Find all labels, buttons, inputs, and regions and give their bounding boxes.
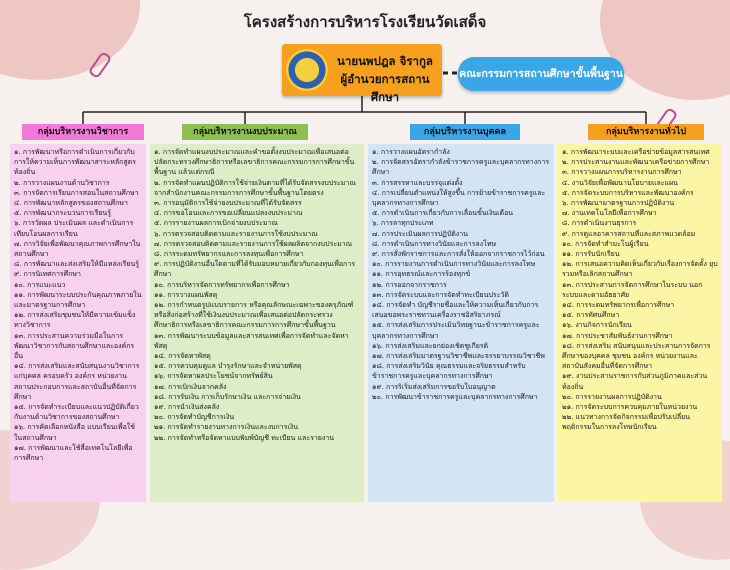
task-item: ๑๘. การรับเงิน การเก็บรักษาเงิน และการจ่ายเงิน [154,392,301,401]
task-item: ๒๐. การรายงานผลการปฏิบัติงาน [562,392,662,401]
group-box-budget [150,144,364,502]
task-item: ๑๑. การรับนักเรียน [562,250,620,259]
task-item: ๑๔. การระดมทรัพยากรเพื่อการศึกษา [562,301,675,310]
group-header-budget: กลุ่มบริหารงานงบประมาณ [182,124,308,140]
task-item: ๘. การพัฒนาและส่งเสริมให้มีแหล่งเรียนรู้ [14,260,140,269]
school-logo-icon [286,49,328,91]
budget-task-list [154,147,360,443]
task-item: ๑๓. การประสานการจัดการศึกษาในระบบ นอกระบบและตามอัธยาศัย [562,280,703,299]
task-item: ๑๗. การพัฒนาและใช้สื่อเทคโนโลยีเพื่อการศึกษา [14,443,133,463]
task-item: ๑๕. การจัดทำระเบียบและแนวปฏิบัติเกี่ยวกับงานด้านวิชาการของสถานศึกษา [14,403,139,422]
task-item: ๑๒. การออกจากราชการ [372,280,447,289]
task-item: ๑๗. การส่งเสริมมาตรฐานวิชาชีพและจรรยาบรรณวิชาชีพ [372,352,545,361]
task-item: ๑๐. การบริหารจัดการทรัพยากรเพื่อการศึกษา [154,280,290,289]
task-item: ๑๓. การประสานความร่วมมือในการพัฒนาวิชาการกับสถานศึกษาและองค์กรอื่น [14,331,135,361]
task-item: ๙. การปฏิบัติงานอื่นใดตามที่ได้รับมอบหมายเกี่ยวกับกองทุนเพื่อการศึกษา [154,260,355,279]
task-item: ๑๖. งานกิจการนักเรียน [562,321,632,330]
task-item: ๒๒. การจัดทำหรือจัดหาแบบพิมพ์บัญชี ทะเบียน และรายงาน [154,433,335,442]
task-item: ๒๒. แนวทางการจัดกิจกรรมเพื่อปรับเปลี่ยนพฤติกรรมในการลงโทษนักเรียน [562,413,691,432]
task-item: ๑๖. การส่งเสริมและยกย่องเชิดชูเกียรติ [372,341,489,350]
task-item: ๗. งานเทคโนโลยีเพื่อการศึกษา [562,209,657,218]
task-item: ๕. การรายงานผลการเบิกจ่ายงบประมาณ [154,219,278,228]
task-item: ๔. การเปลี่ยนตำแหน่งให้สูงขึ้น การย้ายข้าราชการครูและบุคลากรทางการศึกษา [372,188,546,208]
task-item: ๖. การตรวจสอบติดตามและรายงานการใช้งบประมาณ [154,229,318,238]
task-item: ๑๑. การอุทธรณ์และการร้องทุกข์ [372,270,471,279]
task-item: ๑๘. การส่งเสริม สนับสนุนและประสานการจัดการศึกษาของบุคคล ชุมชน องค์กร หน่วยงานและสถาบันสังคมอื่นที่จัดการศึกษา [562,341,711,371]
task-item: ๑๐. การรายงานการดำเนินการทางวินัยและการลงโทษ [372,260,536,269]
task-item: ๑๗. การประชาสัมพันธ์งานการศึกษา [562,331,673,340]
task-item: ๕. การจัดระบบการบริหารและพัฒนาองค์กร [562,188,694,197]
task-item: ๑๔. การส่งเสริมและสนับสนุนงานวิชาการแก่บุคคล ครอบครัว องค์กร หน่วยงาน สถานประกอบการและสถาบันอื่นที่จัดการศึกษา [14,362,140,401]
task-item: ๔. การขอโอนและการขอเปลี่ยนแปลงงบประมาณ [154,209,303,218]
task-item: ๔. การพัฒนาหลักสูตรของสถานศึกษา [14,199,128,208]
task-item: ๑๔. การจัดหาพัสดุ [154,352,211,361]
task-item: ๒. การประสานงานและพัฒนาเครือข่ายการศึกษา [562,158,710,167]
academic-task-list [14,147,142,463]
task-item: ๒๐. การจัดทำบัญชีการเงิน [154,413,235,422]
task-item: ๓. การอนุมัติการใช้จ่ายงบประมาณที่ได้รับจัดสรร [154,199,302,208]
task-item: ๓. การจัดการเรียนการสอนในสถานศึกษา [14,188,139,197]
task-item: ๑๗. การเบิกเงินจากคลัง [154,382,227,391]
task-item: ๒. การจัดสรรอัตรากำลังข้าราชการครูและบุคลากรทางการศึกษา [372,158,550,177]
task-item: ๗. การประเมินผลการปฏิบัติงาน [372,229,468,238]
task-item: ๑๐. การจัดทำสำมะโนผู้เรียน [562,239,649,248]
director-box [282,44,442,104]
task-item: ๑๑. การพัฒนาระบบประกันคุณภาพภายในและมาตรฐานการศึกษา [14,290,142,310]
task-item: ๙. การนิเทศการศึกษา [14,270,81,279]
group-header-academic: กลุ่มบริหารงานวิชาการ [22,124,144,140]
task-item: ๑. การวางแผนอัตรากำลัง [372,148,450,156]
task-item: ๙. การสั่งพักราชการและการสั่งให้ออกจากราชการไว้ก่อน [372,250,545,259]
task-item: ๑๙. การนำเงินส่งคลัง [154,403,220,412]
task-item: ๒. การจัดทำแผนปฏิบัติการใช้จ่ายเงินตามที่ได้รับจัดสรรงบประมาณจากสำนักงานคณะกรรมการการศึกษาขั้นพื้นฐานโดยตรง [154,178,356,197]
task-item: ๑๒. การกำหนดรูปแบบรายการ หรือคุณลักษณะเฉพาะของครุภัณฑ์ หรือสิ่งก่อสร้างที่ใช้เงินงบประมาณเพื่อเสนอต่อปลัดกระทรวงศึกษาธิการหรือเลขาธิการคณะกรรมการการศึกษาขั้นพื้นฐาน [154,301,354,330]
personnel-task-list [372,147,550,402]
group-box-general [558,144,722,502]
task-item: ๔. งานวิจัยเพื่อพัฒนานโยบายและแผน [562,178,678,187]
task-item: ๑. การพัฒนาหรือการดำเนินการเกี่ยวกับการให้ความเห็นการพัฒนาสาระหลักสูตรท้องถิ่น [14,148,136,177]
task-item: ๑๕. การควบคุมดูแล บำรุงรักษาและจำหน่ายพัสดุ [154,362,302,371]
group-header-general: กลุ่มบริหารงานทั่วไป [588,124,704,140]
group-box-academic [10,144,146,502]
general-task-list [562,147,718,433]
task-item: ๑๙. การริเริ่มส่งเสริมการขอรับใบอนุญาต [372,382,496,391]
task-item: ๑๖. การจัดหาผลประโยชน์จากทรัพย์สิน [154,372,273,381]
task-item: ๗. การวิจัยเพื่อพัฒนาคุณภาพการศึกษาในสถานศึกษา [14,239,141,259]
group-header-personnel: กลุ่มบริหารงานบุคคล [410,124,520,140]
task-item: ๓. การสรรหาและบรรจุแต่งตั้ง [372,178,463,187]
task-item: ๑๐. การแนะแนว [14,280,66,289]
task-item: ๑๕. การทัศนศึกษา [562,311,620,320]
task-item: ๑๒. การเสนอความคิดเห็นเกี่ยวกับเรื่องการจัดตั้ง ยุบ รวมหรือเลิกสถานศึกษา [562,260,718,279]
task-item: ๒. การวางแผนงานด้านวิชาการ [14,178,110,187]
task-item: ๕. การพัฒนากระบวนการเรียนรู้ [14,209,111,218]
task-item: ๑๕. การส่งเสริมการประเมินวิทยฐานะข้าราชการครูและบุคลากรทางการศึกษา [372,321,540,340]
task-item: ๙. การดูแลอาคารสถานที่และสภาพแวดล้อม [562,229,696,238]
page-title: โครงสร้างการบริหารโรงเรียนวัดเสด็จ [243,13,487,31]
task-item: ๖. การวัดผล ประเมินผล และดำเนินการเทียบโอนผลการเรียน [14,219,134,238]
board-box: คณะกรรมการสถานศึกษาขั้นพื้นฐาน [458,57,624,91]
task-item: ๒๑. การจัดทำรายงานทางการเงินและงบการเงิน [154,423,298,432]
task-item: ๗. การตรวจสอบติดตามและรายงานการใช้ผลผลิตจากงบประมาณ [154,239,353,248]
task-item: ๖. การลาทุกประเภท [372,219,434,228]
task-item: ๑๘. การส่งเสริมวินัย คุณธรรมและจริยธรรมสำหรับข้าราชการครูและบุคลากรทางการศึกษา [372,362,526,381]
task-item: ๑๔. การจัดทำ บัญชีรายชื่อและให้ความเห็นเกี่ยวกับการเสนอขอพระราชทานเครื่องราชอิสริยาภรณ์ [372,301,539,320]
task-item: ๘. การดำเนินการทางวินัยและการลงโทษ [372,239,497,248]
task-item: ๑. การจัดทำแผนงบประมาณและคำขอตั้งงบประมาณเพื่อเสนอต่อปลัดกระทรวงศึกษาธิการหรือเลขาธิการคณะกรรมการการศึกษาขั้นพื้นฐาน แล้วแต่กรณี [154,148,355,177]
task-item: ๒๑. การจัดระบบการควบคุมภายในหน่วยงาน [562,403,698,412]
task-item: ๓. การวางแผนการบริหารงานการศึกษา [562,168,682,177]
director-name: นายนพปฎล จิรากูล [337,54,433,68]
task-item: ๑๙. งานประสานราชการกับส่วนภูมิภาคและส่วนท้องถิ่น [562,372,708,391]
task-item: ๖. การพัฒนามาตรฐานการปฏิบัติงาน [562,199,675,208]
task-item: ๑๒. การส่งเสริมชุมชนให้มีความเข้มแข็งทางวิชาการ [14,311,136,330]
task-item: ๒๐. การพัฒนาข้าราชการครูและบุคลากรทางการศึกษา [372,392,538,401]
director-title: ผู้อำนวยการสถานศึกษา [340,72,430,104]
task-item: ๑๑. การวางแผนพัสดุ [154,290,218,299]
task-item: ๑๖. การคัดเลือกหนังสือ แบบเรียนเพื่อใช้ในสถานศึกษา [14,423,135,442]
task-item: ๘. การดำเนินงานธุรการ [562,219,637,228]
task-item: ๕. การดำเนินการเกี่ยวกับการเลื่อนขั้นเงินเดือน [372,209,514,218]
task-item: ๑. การพัฒนาระบบและเครือข่ายข้อมูลสารสนเทศ [562,148,710,156]
task-item: ๑๓. การพัฒนาระบบข้อมูลและสารสนเทศเพื่อการจัดทำและจัดหาพัสดุ [154,331,349,350]
task-item: ๑๓. การจัดระบบและการจัดทำทะเบียนประวัติ [372,290,509,299]
group-box-personnel [368,144,554,502]
task-item: ๘. การระดมทรัพยากรและการลงทุนเพื่อการศึกษา [154,250,304,259]
